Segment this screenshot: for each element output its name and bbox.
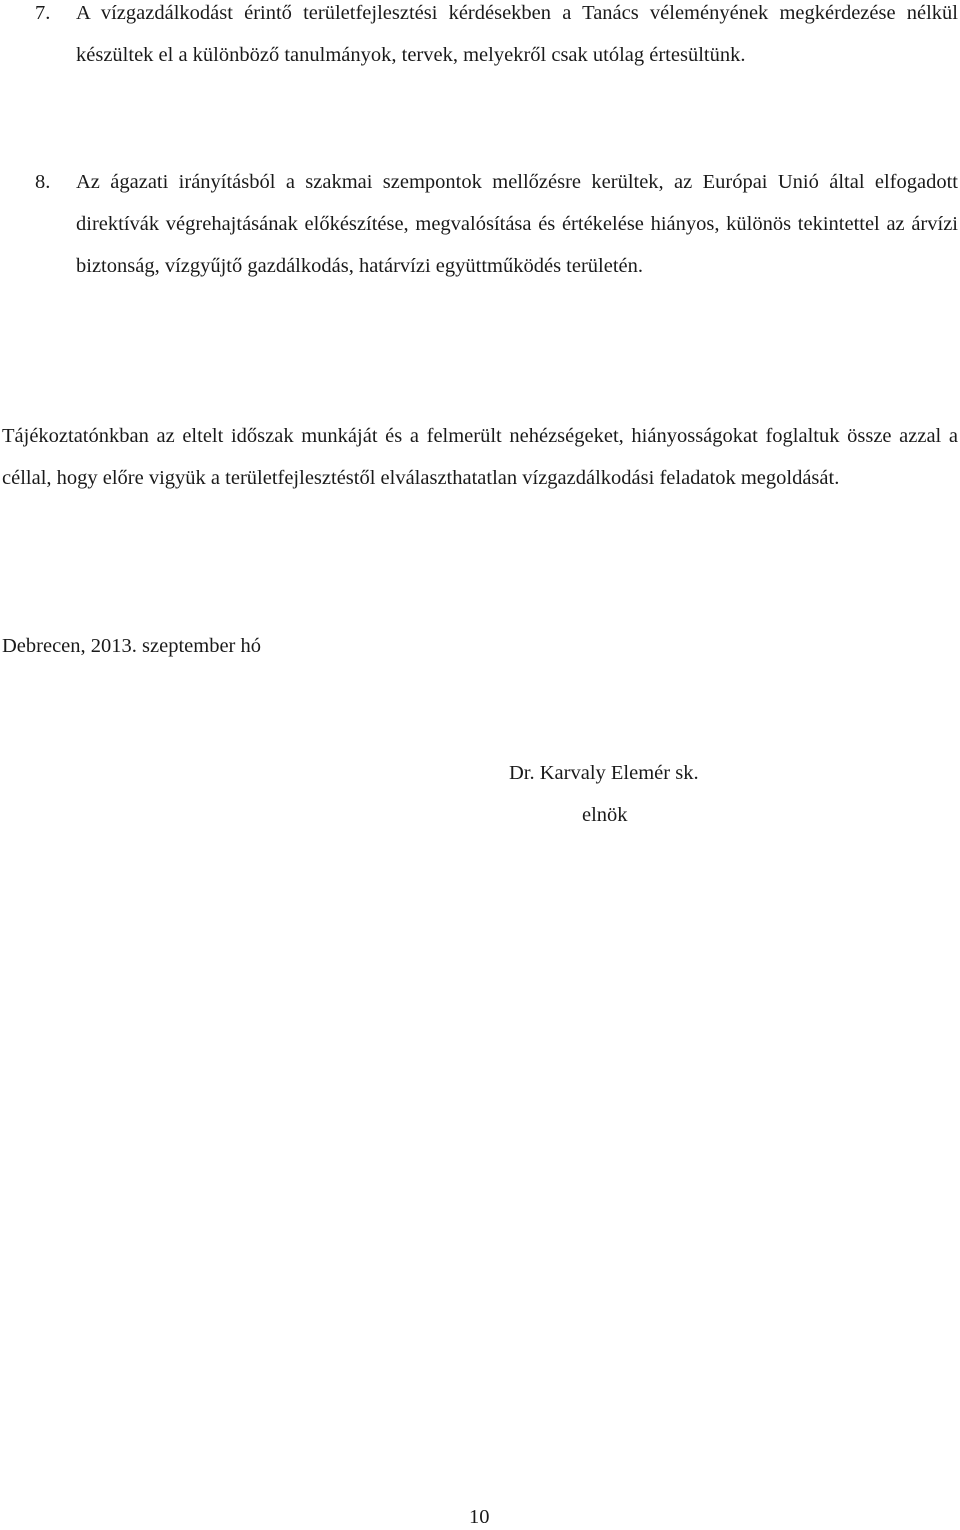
list-item-number: 7. — [35, 2, 51, 24]
summary-paragraph: Tájékoztatónkban az eltelt időszak munkáját és a felmerült nehézségeket, hiányosságokat foglaltuk össze azzal a céllal, hogy előre vigyük a területfejlesztéstől elválaszthatatlan vízgazdálkodási feladatok megoldását. — [2, 425, 958, 489]
signature-name: Dr. Karvaly Elemér sk. — [509, 762, 699, 784]
signature-title: elnök — [582, 804, 628, 826]
place-date: Debrecen, 2013. szeptember hó — [2, 635, 261, 657]
list-item-number: 8. — [35, 171, 51, 193]
list-item-text: A vízgazdálkodást érintő területfejlesztési kérdésekben a Tanács véleményének megkérdezése nélkül készültek el a különböző tanulmányok, tervek, melyekről csak utólag értesültünk. — [76, 2, 958, 66]
page-number: 10 — [469, 1506, 490, 1528]
list-item-text: Az ágazati irányításból a szakmai szempontok mellőzésre kerültek, az Európai Unió által elfogadott direktívák végrehajtásának előkészítése, megvalósítása és értékelése hiányos, különös tekintettel az árvízi biztonság, vízgyűjtő gazdálkodás, határvízi együttműködés területén. — [76, 171, 958, 277]
